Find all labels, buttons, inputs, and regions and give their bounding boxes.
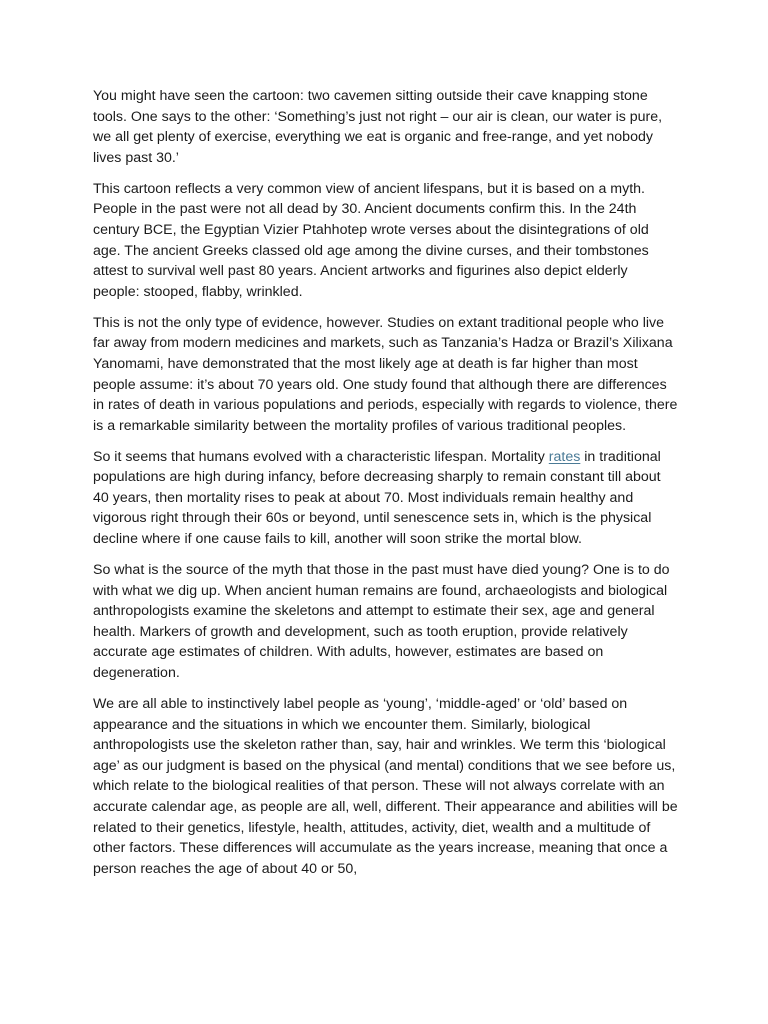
paragraph-source-of-myth: So what is the source of the myth that those in the past must have died young? One is to do with what we dig up. When ancient human remains are found, archaeologists and biological anthropologists examine the skeletons and attempt to estimate their sex, age and general health. Markers of growth and development, such as tooth eruption, provide relatively accurate age estimates of children. With adults, however, estimates are based on degeneration. bbox=[93, 562, 670, 681]
paragraph-lifespan-text-start: So it seems that humans evolved with a characteristic lifespan. Mortality bbox=[93, 448, 549, 465]
article-body bbox=[93, 86, 678, 890]
paragraph-cartoon: You might have seen the cartoon: two cavemen sitting outside their cave knapping stone tools. One says to the other: ‘Something’s just not right – our air is clean, our water is pure, we all get plenty of exercise, everything we eat is organic and free-range, and yet nobody lives past 30.’ bbox=[93, 88, 663, 166]
paragraph-evidence: This is not the only type of evidence, however. Studies on extant traditional people who live far away from modern medicines and markets, such as Tanzania’s Hadza or Brazil’s Xilixana Yanomami, have demonstrated that the most likely age at death is far higher than most people assume: it’s about 70 years old. One study found that although there are differences in rates of death in various populations and periods, especially with regards to violence, there is a remarkable similarity between the mortality profiles of various traditional peoples. bbox=[93, 314, 678, 434]
paragraph-biological-age: We are all able to instinctively label people as ‘young’, ‘middle-aged’ or ‘old’ based on appearance and the situations in which we encounter them. Similarly, biological anthropologists use the skeleton rather than, say, hair and wrinkles. We term this ‘biological age’ as our judgment is based on the physical (and mental) conditions that we see before us, which relate to the biological realities of that person. These will not always correlate with an accurate calendar age, as people are all, well, different. Their appearance and abilities will be related to their genetics, lifestyle, health, attitudes, activity, diet, wealth and a multitude of other factors. These differences will accumulate as the years increase, meaning that once a person reaches the age of about 40 or 50, bbox=[93, 695, 678, 877]
paragraph-myth: This cartoon reflects a very common view of ancient lifespans, but it is based on a myth. People in the past were not all dead by 30. Ancient documents confirm this. In the 24th century BCE, the Egyptian Vizier Ptahhotep wrote verses about the disintegrations of old age. The ancient Greeks classed old age among the divine curses, and their tombstones attest to survival well past 80 years. Ancient artworks and figurines also depict elderly people: stooped, flabby, wrinkled. bbox=[93, 180, 649, 300]
rates-link[interactable]: rates bbox=[548, 448, 581, 465]
paragraph-lifespan bbox=[93, 447, 678, 550]
paragraph-lifespan-text-end: in traditional populations are high during infancy, before decreasing sharply to remain constant till about 40 years, then mortality rises to peak at about 70. Most individuals remain healthy and vigorous right through their 60s or beyond, until senescence sets in, which is the physical decline where if one cause fails to kill, another will soon strike the mortal blow. bbox=[93, 448, 661, 548]
